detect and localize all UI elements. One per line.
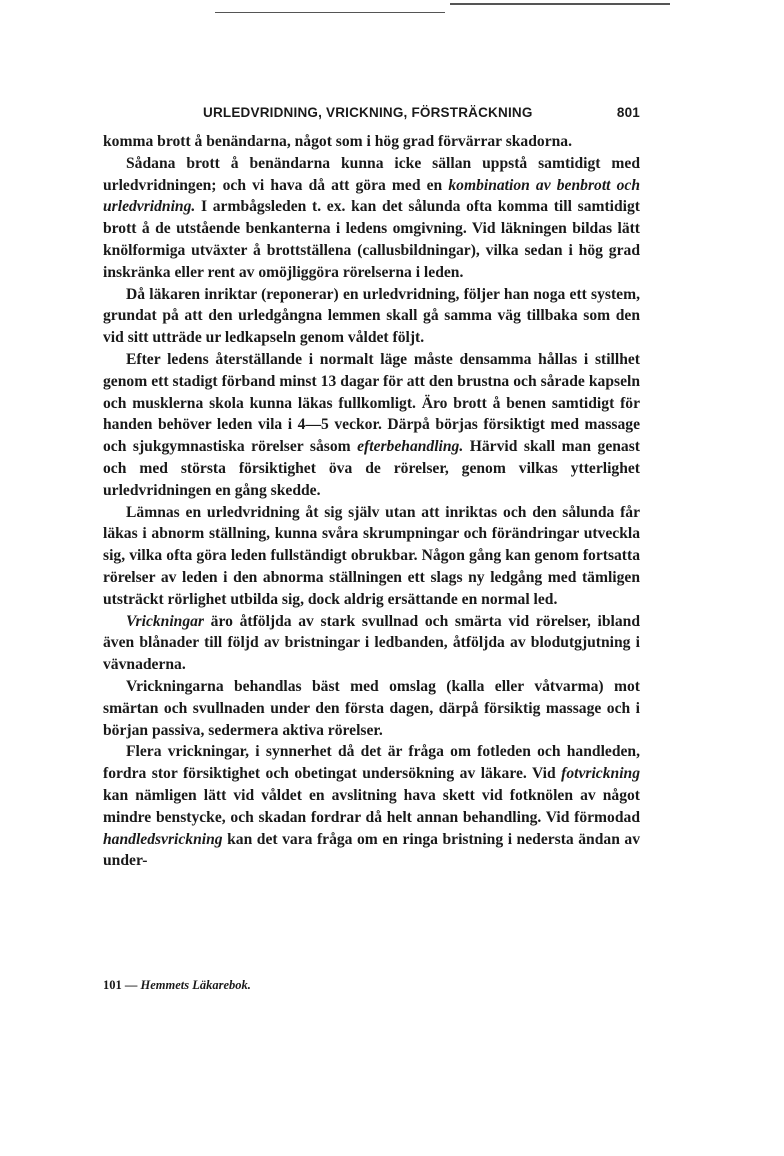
paragraph-text: Flera vrickningar, i synnerhet då det är fråga om fotleden och handleden, fordra stor försiktighet och obetingat undersökning av läkare. Vid: [103, 743, 640, 783]
paragraph: [103, 349, 640, 502]
italic-text: fotvrickning: [561, 765, 640, 783]
italic-text: kombination av benbrott och urledvridning.: [103, 176, 640, 216]
paragraph-text: komma brott å benändarna, något som i hög grad förvärrar skadorna.: [103, 133, 572, 150]
paragraph-text: Sådana brott å benändarna kunna icke sällan uppstå samtidigt med urledvridningen; och vi hava då att göra med en: [103, 154, 640, 194]
paragraph: [103, 611, 640, 676]
footer: [103, 978, 251, 993]
paragraph-text: Härvid skall man genast och med största försiktighet öva de rörelser, genom vilkas ytterlighet urledvridningen en gång skedde.: [103, 438, 640, 499]
paragraph: [103, 676, 640, 741]
paragraph-text: äro åtföljda av stark svullnad och smärta vid rörelser, ibland även blånader till följd av bristningar i ledbanden, åtföljda av blodutgjutning i vävnaderna.: [103, 612, 640, 674]
paragraph-text: Efter ledens återställande i normalt läge måste densamma hållas i stillhet genom ett stadigt förband minst 13 dagar för att den brustna och sårade kapseln och musklerna skola kunna läkas fullkomligt. Äro brott å benen samtidigt för handen behöver leden vila i 4—5 veckor. Därpå börjas försiktigt med massage och sjukgymnastiska rörelser såsom: [103, 350, 640, 456]
paragraph: [103, 153, 640, 284]
italic-text: handledsvrickning: [103, 830, 223, 848]
italic-text: efterbehandling.: [357, 438, 464, 456]
paragraph-text: Då läkaren inriktar (reponerar) en urledvridning, följer han noga ett system, grundat på att den urledgångna lemmen skall gå samma väg tillbaka som den vid sitt utträde ur ledkapseln genom våldet följt.: [103, 285, 640, 347]
footer-book-title: Hemmets Läkarebok.: [140, 978, 251, 992]
paragraph-text: Lämnas en urledvridning åt sig själv utan att inriktas och den sålunda får läkas i abnorm ställning, kunna svåra skrumpningar och förändringar utveckla sig, vilka ofta göra leden fullständigt obrukbar. Någon gång kan genom fortsatta rörelser av leden i den abnorma ställningen ett slags ny ledgång med tämligen utsträckt rörlighet utbilda sig, dock aldrig ersättande en normal led.: [103, 503, 640, 608]
paragraph: [103, 131, 640, 153]
paragraph-text: kan nämligen lätt vid våldet en avslitning hava skett vid fotknölen av något mindre benstycke, och skadan fordrar då helt annan behandling. Vid förmodad: [103, 786, 640, 826]
page-number: 801: [616, 105, 640, 120]
italic-text: Vrickningar: [126, 612, 204, 630]
paragraph: [103, 284, 640, 349]
running-header: [103, 105, 640, 120]
scan-edge-line: [215, 12, 445, 13]
header-title: URLEDVRIDNING, VRICKNING, FÖRSTRÄCKNING: [203, 105, 533, 120]
footer-number: 101: [103, 978, 122, 992]
scan-edge-line: [450, 3, 670, 5]
paragraph: [103, 741, 640, 872]
paragraph-text: Vrickningarna behandlas bäst med omslag (kalla eller våtvarma) mot smärtan och svullnaden under den första dagen, därpå försiktig massage och i början passiva, sedermera aktiva rörelser.: [103, 677, 640, 739]
paragraph: [103, 502, 640, 611]
paragraph-text: I armbågsleden t. ex. kan det sålunda ofta komma till samtidigt brott å de utstående benkanterna i ledens omgivning. Vid läkningen bildas lätt knölformiga utväxter å brottställena (callusbildningar), vilka sedan i hög grad inskränka eller rent av omöjliggöra rörelserna i leden.: [103, 198, 640, 281]
body-text: [103, 131, 640, 872]
footer-dash: —: [124, 978, 138, 992]
paragraph-text: kan det vara fråga om en ringa bristning i nedersta ändan av under-: [103, 830, 640, 870]
